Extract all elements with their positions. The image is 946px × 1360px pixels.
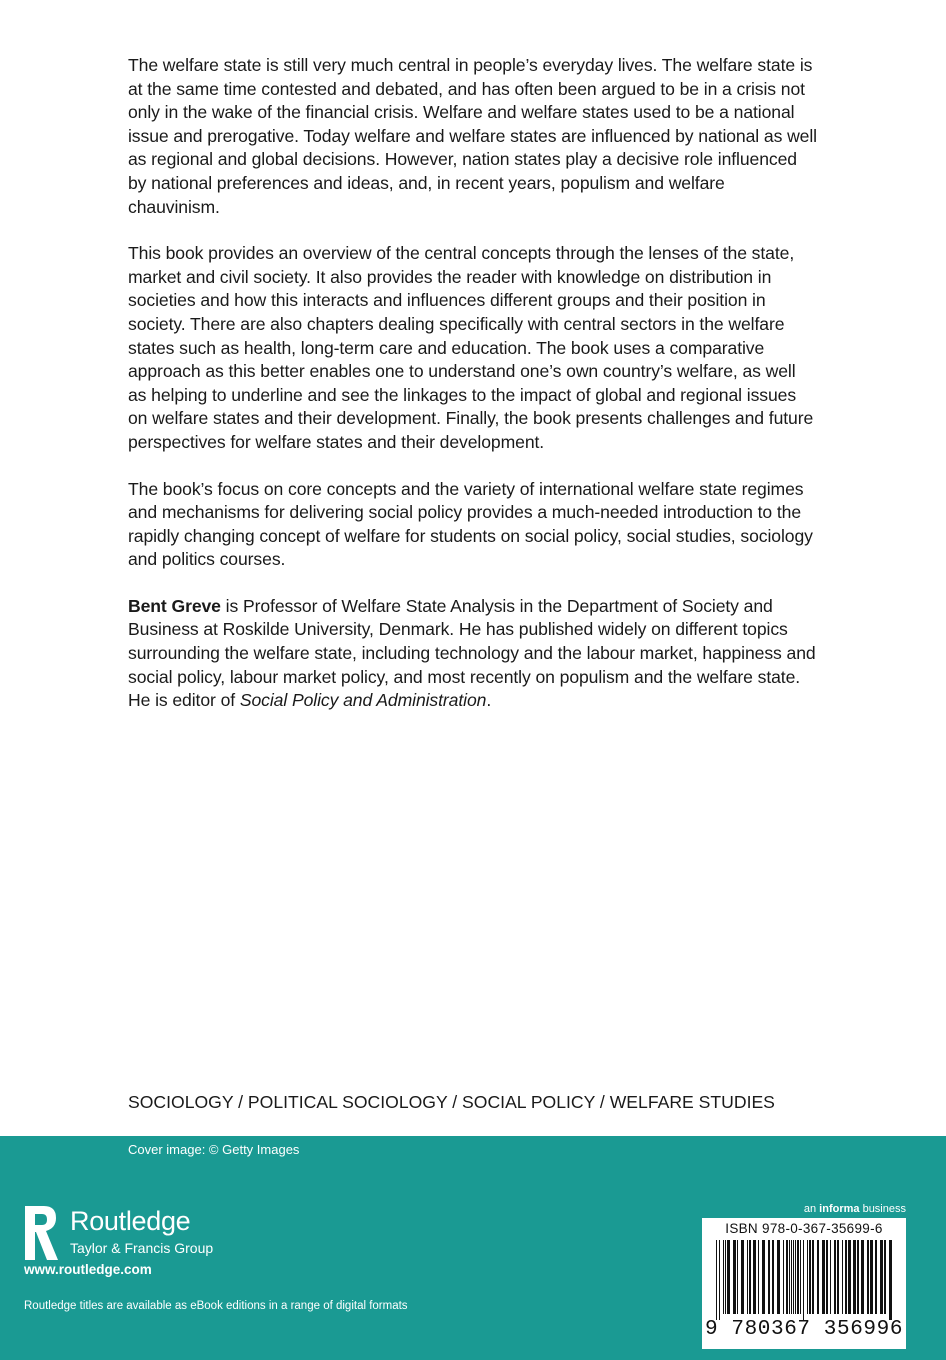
- barcode-bar: [783, 1240, 784, 1314]
- barcode-bar: [889, 1240, 892, 1320]
- barcode-bar: [747, 1240, 748, 1314]
- barcode-bar: [884, 1240, 886, 1314]
- barcode-bar: [800, 1240, 801, 1314]
- barcode-bar: [749, 1240, 751, 1314]
- footer-band: [0, 1136, 946, 1360]
- author-bio: [128, 595, 818, 713]
- description-paragraph-3: The book’s focus on core concepts and the variety of international welfare state regimes and mechanisms for delivering social policy provides a much-needed introduction to the rapidly changing concept of welfare for students on social policy, social studies, sociology and politics courses.: [128, 478, 813, 570]
- barcode-bar: [791, 1240, 792, 1314]
- barcode-bar: [826, 1240, 828, 1314]
- routledge-logo-icon: [22, 1204, 62, 1262]
- barcode-bar: [842, 1240, 843, 1314]
- barcode-bar: [741, 1240, 744, 1314]
- barcode-panel: [702, 1218, 906, 1349]
- informa-business-label: an informa business: [803, 1203, 906, 1215]
- barcode-bar: [719, 1240, 720, 1320]
- barcode-bar: [786, 1240, 788, 1314]
- ebook-note: Routledge titles are available as eBook editions in a range of digital formats: [24, 1300, 408, 1312]
- cover-image-credit: Cover image: © Getty Images: [128, 1142, 300, 1157]
- author-bio-text: is Professor of Welfare State Analysis in the Department of Society and Business at Roskilde University, Denmark. He has published widely on different topics surrounding the welfare state, including technology and the labour market, happiness and social policy, labour market policy, and most recently on populism and the welfare state. He is editor of: [128, 595, 816, 711]
- barcode-bar: [834, 1240, 836, 1314]
- barcode-bar: [837, 1240, 839, 1314]
- publisher-name: Routledge: [70, 1206, 191, 1236]
- barcode-bar: [737, 1240, 738, 1314]
- barcode-bar: [725, 1240, 726, 1314]
- publisher-group: Taylor & Francis Group: [70, 1240, 214, 1256]
- barcode-bar: [772, 1240, 774, 1314]
- barcode-bar: [758, 1240, 759, 1314]
- barcode-bar: [803, 1240, 804, 1320]
- barcode-bar: [793, 1240, 794, 1314]
- subject-categories: SOCIOLOGY / POLITICAL SOCIOLOGY / SOCIAL POLICY / WELFARE STUDIES: [128, 1092, 775, 1112]
- barcode-bar: [848, 1240, 851, 1314]
- barcode-image: [702, 1238, 906, 1322]
- barcode-digits: 9 780367 356996: [704, 1318, 904, 1341]
- barcode-bar: [880, 1240, 883, 1314]
- barcode-bar: [768, 1240, 770, 1314]
- barcode-bar: [812, 1240, 814, 1314]
- journal-title: Social Policy and Administration: [239, 690, 487, 711]
- barcode-bar: [762, 1240, 765, 1314]
- barcode-bar: [789, 1240, 790, 1314]
- author-bio-end: .: [486, 690, 492, 711]
- barcode-bar: [795, 1240, 796, 1314]
- barcode-bar: [797, 1240, 799, 1314]
- barcode-bar: [830, 1240, 831, 1314]
- publisher-website[interactable]: www.routledge.com: [24, 1262, 152, 1277]
- barcode-bar: [822, 1240, 825, 1314]
- description-paragraph-2: This book provides an overview of the central concepts through the lenses of the state, market and civil society. It also provides the reader with knowledge on distribution in societies and how this interacts and influences different groups and their position in society. There are also chapters dealing specifically with central sectors in the welfare states such as health, long-term care and education. The book uses a comparative approach as this better enables one to understand one’s own country’s welfare, as well as helping to underline and see the linkages to the impact of global and regional issues on welfare states and their development. Finally, the book presents challenges and future perspectives for welfare states and their development.: [128, 243, 814, 452]
- barcode-bar: [867, 1240, 869, 1314]
- barcode-bar: [857, 1240, 859, 1314]
- barcode-bar: [777, 1240, 780, 1314]
- barcode-bar: [870, 1240, 873, 1314]
- barcode-bar: [853, 1240, 856, 1314]
- barcode-bar: [845, 1240, 847, 1314]
- description-paragraph-1: The welfare state is still very much central in people’s everyday lives. The welfare state is at the same time contested and debated, and has often been argued to be in a crisis not only in the wake of the financial crisis. Welfare and welfare states used to be a national issue and prerogative. Today welfare and welfare states are influenced by national as well as regional and global decisions. However, nation states play a decisive role influenced by national preferences and ideas, and, in recent years, populism and welfare chauvinism.: [128, 55, 817, 217]
- barcode-bar: [716, 1240, 717, 1320]
- barcode-bar: [875, 1240, 877, 1314]
- barcode-bar: [817, 1240, 819, 1314]
- author-name: Bent Greve: [128, 595, 221, 616]
- back-cover-text: [128, 54, 818, 736]
- isbn-text: ISBN 978-0-367-35699-6: [725, 1221, 883, 1236]
- barcode-bar: [809, 1240, 811, 1314]
- barcode-bar: [807, 1240, 808, 1314]
- barcode-bar: [723, 1240, 724, 1314]
- barcode-bar: [861, 1240, 864, 1314]
- barcode-bar: [727, 1240, 730, 1314]
- barcode-bar: [753, 1240, 756, 1314]
- barcode-bar: [733, 1240, 736, 1314]
